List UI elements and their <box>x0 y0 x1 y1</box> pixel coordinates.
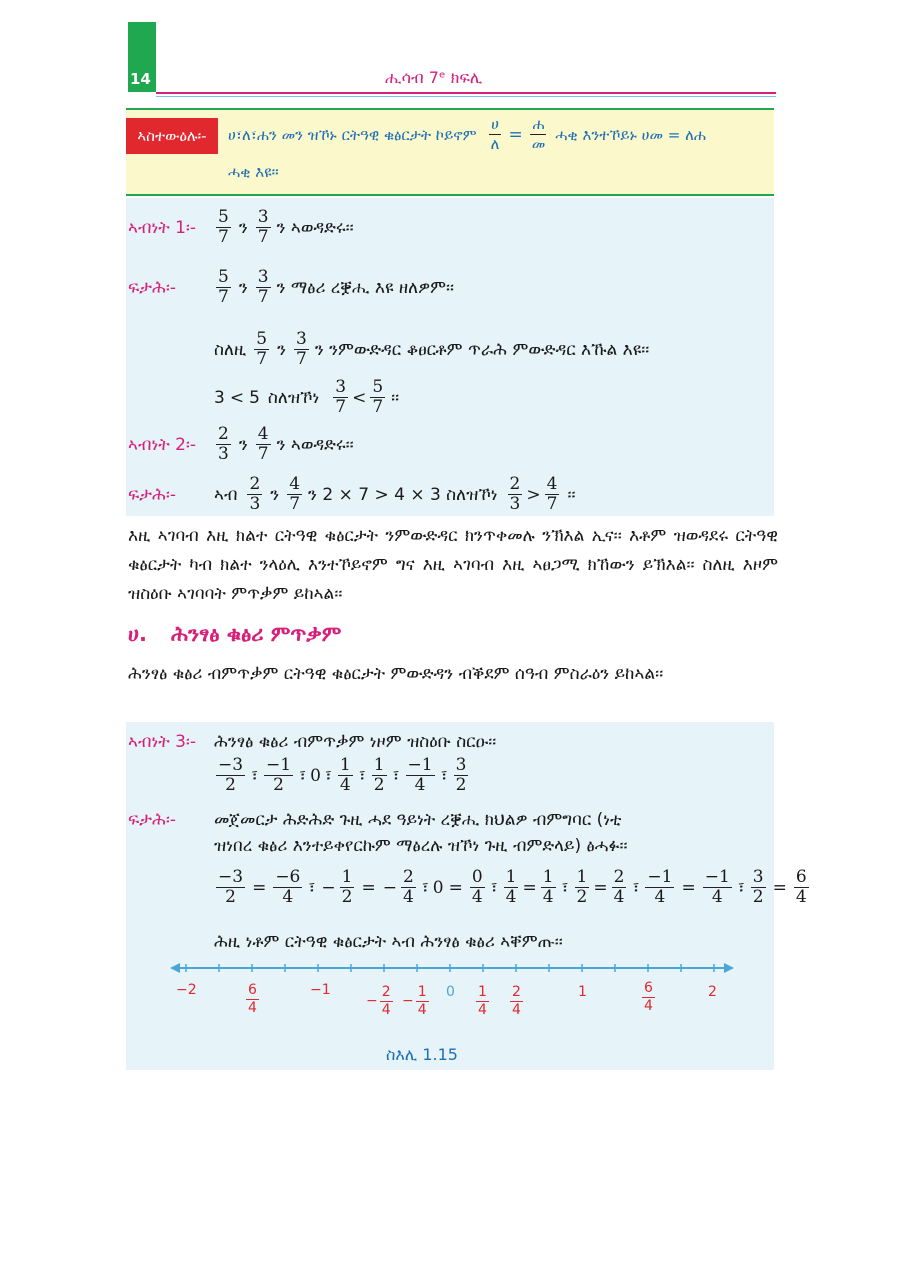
nl-label-zero: 0 <box>446 984 455 1000</box>
header-rule-pink <box>156 92 776 94</box>
example-1-frac-2: $\frac{3}{7}$ <box>257 207 269 247</box>
solution-2-label: ፍታሕ፡- <box>128 484 177 505</box>
solution-2: ፍታሕ፡- ኣብ $\frac{2}{3}$ ን $\frac{4}{7}$ ን 2 × 7 > 4 × 3 ስለዝኾነ $\frac{2}{3}$ > $\frac{4}{7}$ ፡፡ <box>128 474 576 514</box>
nl-label-1: 1 <box>578 984 587 1000</box>
nl-frac-2: − $\frac{1}{4}$ <box>402 984 427 1018</box>
solution-3-line-3: ሕዚ ነቶም ርትዓዊ ቁፅርታት ኣብ ሕንፃፅ ቁፅሪ ኣቐምጡ፡፡ <box>214 932 563 952</box>
section-number: ሀ. <box>128 622 147 646</box>
header-rule-blue <box>156 96 776 97</box>
reminder-frac-2: $\frac{\text{ሐ}}{\text{መ}}$ <box>531 115 546 153</box>
solution-3-label: ፍታሕ፡- <box>128 810 177 830</box>
nl-label-neg1: −1 <box>310 982 331 998</box>
number-line-left-arrow <box>170 963 180 973</box>
reminder-frac-1: $\frac{\text{ሀ}}{\text{ለ}}$ <box>490 115 500 153</box>
solution-1-line-3: 3 < 5 ስለዝኾነ $\frac{3}{7}$ < $\frac{5}{7}$ ፡፡ <box>214 377 400 417</box>
example-1-label: ኣብነት 1፡- <box>128 217 197 238</box>
solution-3-line-2: ዝነበረ ቁፅሪ እንተይቀየርኩም ማፅረሉ ዝኾነ ጉዚ ብምድላይ) ፅሓፉ፡፡ <box>214 836 628 856</box>
page-number: 14 <box>130 70 151 88</box>
example-2-label: ኣብነት 2፡- <box>128 434 197 455</box>
example-3-label: ኣብነት 3፡- <box>128 732 197 752</box>
example-1-frac-1: $\frac{5}{7}$ <box>218 207 229 247</box>
header-title: ሒሳብ 7ᵉ ክፍሊ <box>385 68 483 87</box>
number-line-right-arrow <box>724 963 734 973</box>
section-heading <box>128 622 341 647</box>
example-3-list: $\frac{-3}{2}$ ፣ $\frac{-1}{2}$ ፣ 0 ፣ $\frac{1}{4}$ ፣ $\frac{1}{2}$ ፣ $\frac{-1}{4}$ ፣ $\frac{3}{2}$ <box>218 755 467 795</box>
nl-frac-0: $\frac{6}{4}$ <box>248 982 257 1016</box>
nl-label-2: 2 <box>708 984 717 1000</box>
solution-1-label: ፍታሕ፡- <box>128 277 177 298</box>
example-1: ኣብነት 1፡- $\frac{5}{7}$ ን $\frac{3}{7}$ ን ኣወዳድሩ፡፡ <box>128 207 354 247</box>
example-2: ኣብነት 2፡- $\frac{2}{3}$ ን $\frac{4}{7}$ ን ኣወዳድሩ፡፡ <box>128 424 354 464</box>
nl-frac-4: $\frac{2}{4}$ <box>512 984 521 1018</box>
reminder-line1: ሀ፣ለ፣ሐን መን ዝኾኑ ርትዓዊ ቁፅርታት ኮይኖም $\frac{\text{ሀ}}{\text{ለ}}$ = $\frac{\text{ሐ}}{\text{መ}}$ ሓቂ እንተኾይኑ ሀመ = ለሐ <box>228 115 706 153</box>
paragraph-2: ሕንፃፅ ቁፅሪ ብምጥቃም ርትዓዊ ቁፅርታት ምውድዳን ብቕደም ሰዓብ ምስራዕን ይከኣል፡፡ <box>128 664 664 684</box>
figure-caption: ስእሊ 1.15 <box>386 1045 458 1064</box>
reminder-line2: ሓቂ እዩ፡፡ <box>228 163 279 181</box>
solution-3-equations: $\frac{-3}{2}$ = $\frac{-6}{4}$ ፣ − $\frac{1}{2}$ = − $\frac{2}{4}$ ፣ 0 = $\frac{0}{4}$ ፣ $\frac{1}{4}$ = $\frac{1}{4}$ ፣ $\frac{1}{2}$ = $\frac{2}{4}$ ፣ $\frac{-1}{4}$ = $\frac{-1}{4}$ ፣ $\frac{3}{2}$ = $\frac{6}{4}$ <box>218 867 807 907</box>
example-3: ኣብነት 3፡- ሕንፃፅ ቁፅሪ ብምጥቃም ነዞም ዝስዕቡ ስርዑ፡፡ <box>128 732 497 752</box>
section-title: ሕንፃፅ ቁፅሪ ምጥቃም <box>170 622 342 646</box>
number-line <box>126 958 774 982</box>
nl-frac-1: − $\frac{2}{4}$ <box>366 984 391 1018</box>
nl-frac-5: $\frac{6}{4}$ <box>644 980 653 1014</box>
solution-3-line-1: ፍታሕ፡- መጀመርታ ሕድሕድ ጉዚ ሓደ ዓይነት ረቛሒ ክህልዎ ብምግባር (ነቲ <box>128 810 622 830</box>
nl-label-neg2: −2 <box>176 982 197 998</box>
reminder-label: ኣስተውዕሉ፡- <box>126 118 218 154</box>
solution-1-line-1: ፍታሕ፡- $\frac{5}{7}$ ን $\frac{3}{7}$ ን ማፅሪ ረቛሒ እዩ ዘለዎም፡፡ <box>128 267 455 307</box>
nl-frac-3: $\frac{1}{4}$ <box>478 984 487 1018</box>
solution-1-line-2: ስለዚ $\frac{5}{7}$ ን $\frac{3}{7}$ ን ንምውድዳር ቆፀርቶም ጥራሕ ምውድዳር እኹል እዩ፡፡ <box>214 329 650 369</box>
paragraph-1: እዚ ኣገባብ እዚ ክልተ ርትዓዊ ቁፅርታት ንምውድዳር ክንጥቀመሉ ንኽእል ኢና፡፡ እቶም ዝወዳደሩ ርትዓዊ ቁፅርታት ካብ ክልተ ንላዕሊ እንተኾይኖም ግና እዚ ኣገባብ እዚ ኣፀጋሚ ክኸውን ይኽእል፡፡ ስለዚ እዞም ዝስዕቡ ኣገባባት ምጥቃም ይከኣል፡፡ <box>128 526 778 604</box>
